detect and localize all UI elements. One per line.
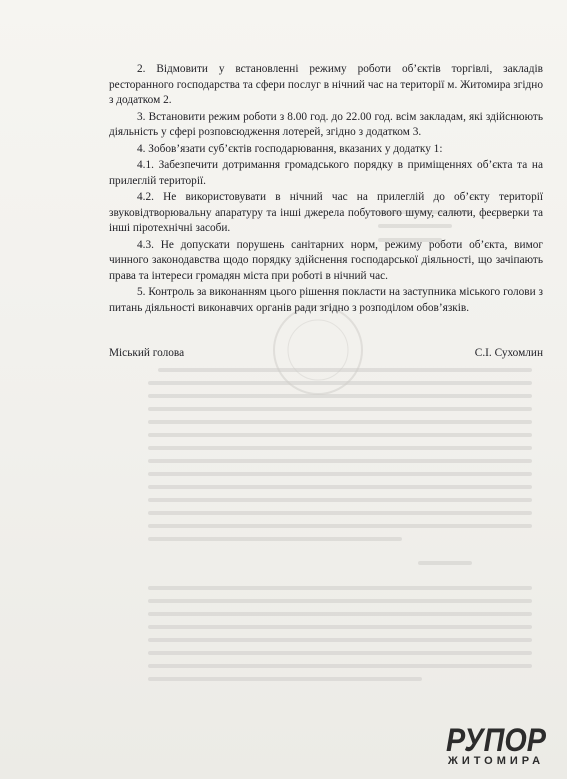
paragraph-4-1: 4.1. Забезпечити дотримання громадського порядку в приміщеннях об’єкта та на прилеглій території. (109, 159, 543, 187)
watermark-logo (436, 724, 556, 774)
signature-block (109, 347, 543, 359)
watermark-sub: ЖИТОМИРА (447, 755, 545, 767)
paragraph-2: 2. Відмовити у встановленні режиму роботи об’єктів торгівлі, закладів ресторанного господарства та сфери послуг в нічний час на території м. Житомира згідно з додатком 2. (109, 63, 543, 106)
paragraph-3: 3. Встановити режим роботи з 8.00 год. до 22.00 год. всім закладам, які здійснюють діяльність у сфері розповсюдження лотерей, згідно з додатком 3. (109, 110, 543, 138)
paragraph-4: 4. Зобов’язати суб’єктів господарювання, вказаних у додатку 1: (137, 142, 443, 155)
paragraph-5: 5. Контроль за виконанням цього рішення покласти на заступника міського голови з питань діяльності виконавчих органів ради згідно з розподілом обов’язків. (109, 286, 543, 314)
paragraph-4-2: 4.2. Не використовувати в нічний час на прилеглій до об’єкту території звуковідтворювальну апаратуру та інші джерела побутового шуму, салюти, феєрверки та інші піротехнічні засоби. (109, 191, 543, 234)
signature-title: Міський голова (109, 347, 185, 359)
paragraph-4-3: 4.3. Не допускати порушень санітарних норм, режиму роботи об’єкта, вимог чинного законодавства щодо порядку здійснення господарської діяльності, що зачіпають права та інтереси громадян міста при роботі в нічний час. (109, 238, 543, 282)
document-body (109, 62, 543, 316)
signature-name: С.І. Сухомлин (474, 347, 543, 359)
watermark-main: РУПОР (446, 722, 546, 758)
